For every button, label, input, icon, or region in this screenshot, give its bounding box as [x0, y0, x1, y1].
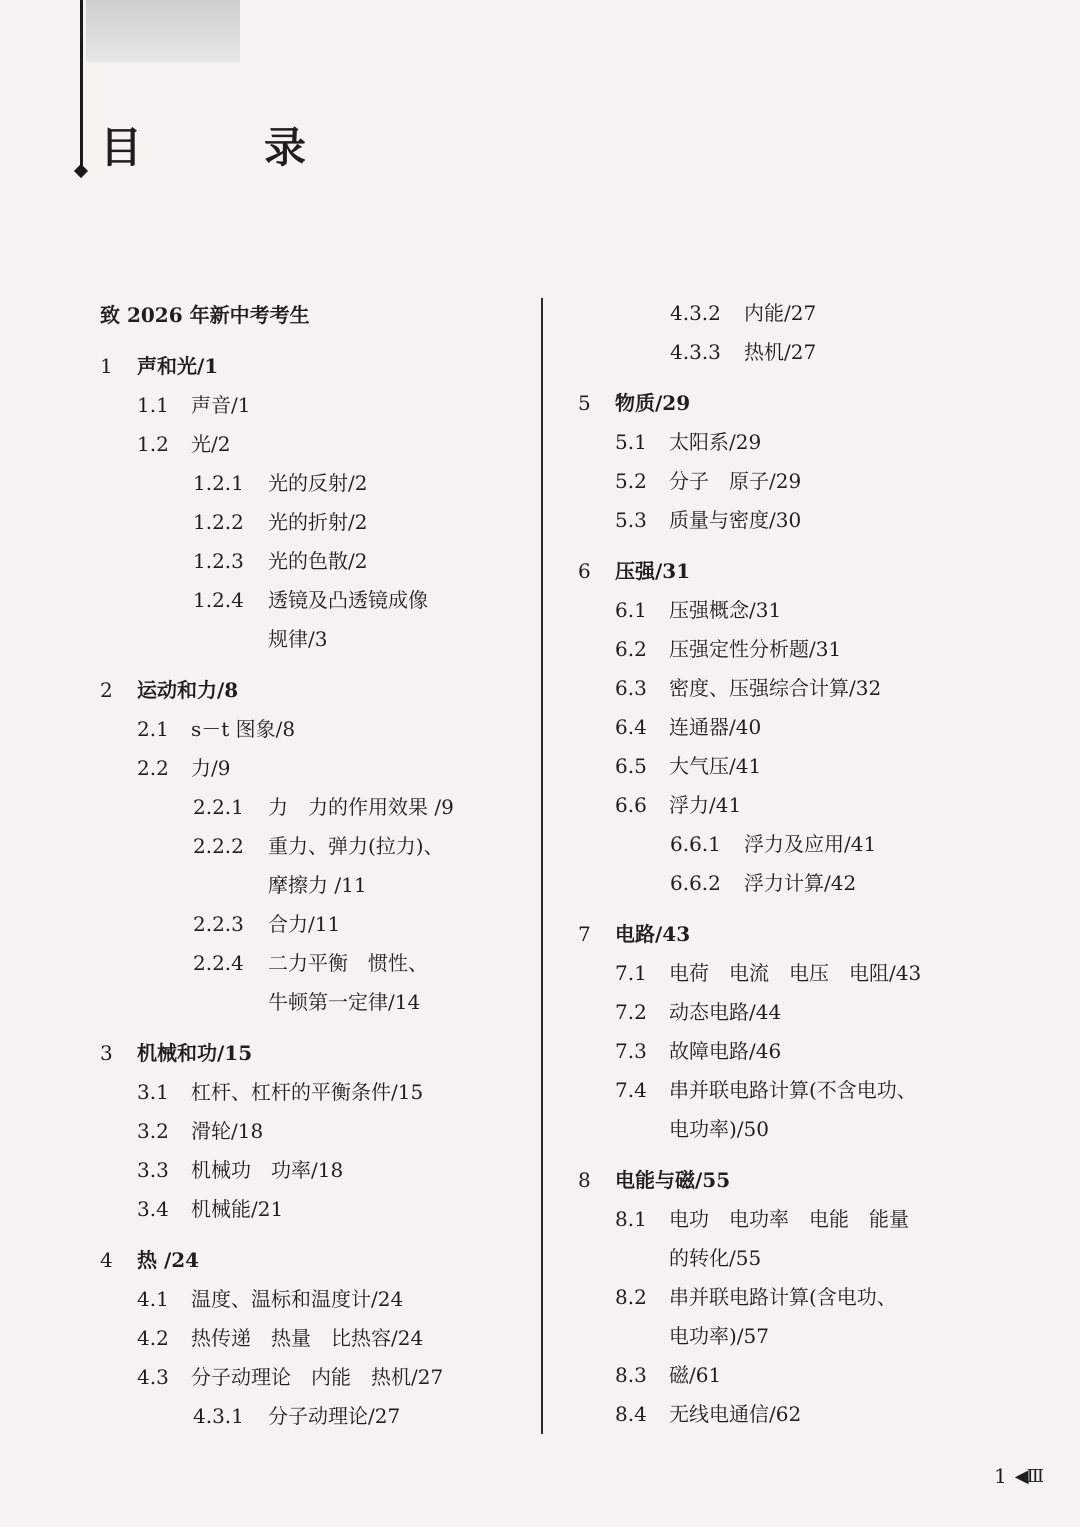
toc-entry: [100, 542, 530, 581]
toc-entry-number: 5.3: [615, 508, 647, 532]
toc-entry: [578, 864, 1048, 903]
toc-entry-text: 内能/27: [744, 301, 817, 325]
toc-entry-text: 故障电路/46: [669, 1039, 782, 1063]
toc-entry-text: 摩擦力 /11: [268, 873, 367, 897]
toc-entry-number: 1.2.3: [193, 549, 244, 573]
toc-entry: [578, 630, 1048, 669]
toc-entry: [578, 1110, 1048, 1149]
toc-entry-text: 热 /24: [137, 1248, 200, 1272]
toc-entry: [578, 954, 1048, 993]
toc-entry-text: 致 2026 年新中考考生: [100, 303, 310, 327]
toc-entry-text: 声音/1: [191, 393, 251, 417]
toc-entry-number: 8.3: [615, 1363, 647, 1387]
toc-entry: [100, 1190, 530, 1229]
toc-entry-text: 透镜及凸透镜成像: [268, 588, 428, 612]
toc-entry-number: 6.4: [615, 715, 647, 739]
toc-entry-text: 光/2: [191, 432, 231, 456]
toc-entry-text: 电路/43: [615, 922, 691, 946]
footer-arrow-icon: ◀Ⅲ: [1014, 1465, 1042, 1487]
toc-entry-text: 热传递 热量 比热容/24: [191, 1326, 424, 1350]
toc-entry-text: 电功 电功率 电能 能量: [669, 1207, 909, 1231]
toc-entry: [100, 347, 530, 386]
toc-entry: [100, 671, 530, 710]
toc-entry-text: 压强/31: [615, 559, 691, 583]
toc-entry: [100, 581, 530, 620]
toc-entry-text: 牛顿第一定律/14: [268, 990, 421, 1014]
toc-entry-text: 运动和力/8: [137, 678, 239, 702]
toc-entry-number: 4.3: [137, 1365, 169, 1389]
toc-entry-number: 7.3: [615, 1039, 647, 1063]
toc-entry: [100, 1034, 530, 1073]
toc-entry: [100, 905, 530, 944]
toc-entry-text: 分子动理论 内能 热机/27: [191, 1365, 444, 1389]
toc-entry-number: 3.2: [137, 1119, 169, 1143]
toc-entry: [578, 1200, 1048, 1239]
toc-entry: [100, 620, 530, 659]
toc-entry: [578, 462, 1048, 501]
toc-entry-text: 机械能/21: [191, 1197, 284, 1221]
toc-entry-text: 压强定性分析题/31: [669, 637, 842, 661]
toc-entry-text: 质量与密度/30: [669, 508, 802, 532]
toc-entry: [100, 425, 530, 464]
toc-entry-text: 浮力计算/42: [744, 871, 857, 895]
toc-entry-number: 6.6: [615, 793, 647, 817]
header-corner-block: [86, 0, 240, 62]
toc-entry-number: 5.1: [615, 430, 647, 454]
toc-entry: [100, 1073, 530, 1112]
toc-entry-text: 杠杆、杠杆的平衡条件/15: [191, 1080, 424, 1104]
toc-entry: [578, 501, 1048, 540]
toc-entry-number: 3.4: [137, 1197, 169, 1221]
toc-entry: [578, 384, 1048, 423]
toc-entry: [578, 1239, 1048, 1278]
toc-entry-number: 1.2.2: [193, 510, 244, 534]
toc-entry-text: 大气压/41: [669, 754, 762, 778]
toc-entry: [578, 294, 1048, 333]
toc-entry: [100, 827, 530, 866]
toc-entry: [578, 1317, 1048, 1356]
title-accent-bar: [80, 0, 83, 172]
toc-entry: [100, 710, 530, 749]
toc-entry-text: 电功率)/50: [669, 1117, 769, 1141]
toc-entry-text: 串并联电路计算(含电功、: [669, 1285, 897, 1309]
toc-entry: [578, 1071, 1048, 1110]
toc-entry-text: 合力/11: [268, 912, 341, 936]
toc-entry-number: 4.3.1: [193, 1404, 244, 1428]
toc-entry: [100, 464, 530, 503]
toc-entry-text: 热机/27: [744, 340, 817, 364]
toc-right-column: [578, 294, 1048, 1434]
toc-entry-text: 温度、温标和温度计/24: [191, 1287, 404, 1311]
page-number: 1: [994, 1464, 1007, 1488]
toc-entry-text: 串并联电路计算(不含电功、: [669, 1078, 917, 1102]
toc-entry: [100, 1319, 530, 1358]
toc-entry: [578, 1032, 1048, 1071]
toc-entry: [578, 1395, 1048, 1434]
toc-entry-number: 3.3: [137, 1158, 169, 1182]
toc-entry-text: 电能与磁/55: [615, 1168, 731, 1192]
toc-entry-text: 机械功 功率/18: [191, 1158, 344, 1182]
toc-left-column: [100, 296, 530, 1436]
toc-entry: [100, 749, 530, 788]
toc-entry: [578, 552, 1048, 591]
toc-entry-text: 分子动理论/27: [268, 1404, 401, 1428]
toc-entry: [100, 983, 530, 1022]
toc-entry: [100, 1112, 530, 1151]
toc-entry-number: 5.2: [615, 469, 647, 493]
toc-entry: [100, 944, 530, 983]
toc-entry-text: 力/9: [191, 756, 231, 780]
toc-entry-number: 2.2.2: [193, 834, 244, 858]
toc-entry: [100, 866, 530, 905]
toc-entry-text: 光的反射/2: [268, 471, 368, 495]
toc-entry: [100, 788, 530, 827]
toc-entry-number: 4: [100, 1248, 113, 1272]
toc-entry-number: 2: [100, 678, 113, 702]
toc-entry: [578, 1356, 1048, 1395]
toc-entry-number: 1.2.1: [193, 471, 244, 495]
toc-entry-text: 连通器/40: [669, 715, 762, 739]
toc-entry-text: 压强概念/31: [669, 598, 782, 622]
toc-entry-text: 动态电路/44: [669, 1000, 782, 1024]
toc-entry: [578, 825, 1048, 864]
toc-entry: [100, 1358, 530, 1397]
toc-entry-number: 2.1: [137, 717, 169, 741]
toc-entry-number: 6.3: [615, 676, 647, 700]
toc-entry-number: 1: [100, 354, 113, 378]
toc-entry-text: 无线电通信/62: [669, 1402, 802, 1426]
toc-entry-text: 分子 原子/29: [669, 469, 802, 493]
toc-entry-number: 1.2: [137, 432, 169, 456]
column-divider: [541, 298, 543, 1434]
toc-entry-text: 物质/29: [615, 391, 691, 415]
toc-entry-text: 电功率)/57: [669, 1324, 769, 1348]
toc-entry: [578, 1161, 1048, 1200]
toc-entry-text: 力 力的作用效果 /9: [268, 795, 454, 819]
toc-entry: [578, 423, 1048, 462]
toc-entry-text: 光的折射/2: [268, 510, 368, 534]
toc-entry-number: 5: [578, 391, 591, 415]
toc-entry-number: 7.4: [615, 1078, 647, 1102]
toc-entry-number: 4.1: [137, 1287, 169, 1311]
toc-entry: [578, 708, 1048, 747]
toc-entry-number: 7: [578, 922, 591, 946]
toc-entry: [578, 786, 1048, 825]
toc-entry-text: 机械和功/15: [137, 1041, 253, 1065]
toc-entry-number: 6.2: [615, 637, 647, 661]
toc-entry-text: 光的色散/2: [268, 549, 368, 573]
toc-entry-number: 1.1: [137, 393, 169, 417]
toc-entry-text: 的转化/55: [669, 1246, 762, 1270]
toc-entry: [578, 591, 1048, 630]
toc-entry-number: 6.1: [615, 598, 647, 622]
toc-entry-number: 6.5: [615, 754, 647, 778]
toc-entry-number: 2.2: [137, 756, 169, 780]
title-diamond-icon: [74, 164, 88, 178]
toc-entry: [578, 747, 1048, 786]
toc-entry-text: 密度、压强综合计算/32: [669, 676, 882, 700]
toc-entry-number: 6.6.2: [670, 871, 721, 895]
toc-entry-text: 浮力/41: [669, 793, 742, 817]
toc-entry: [100, 1397, 530, 1436]
toc-entry-number: 4.3.2: [670, 301, 721, 325]
toc-entry: [100, 503, 530, 542]
toc-entry: [578, 993, 1048, 1032]
toc-entry: [100, 296, 530, 335]
page-title: 目 录: [100, 123, 347, 172]
toc-entry-number: 8.4: [615, 1402, 647, 1426]
toc-entry-text: 磁/61: [669, 1363, 722, 1387]
toc-entry-number: 3.1: [137, 1080, 169, 1104]
toc-entry: [100, 1241, 530, 1280]
toc-entry-text: 电荷 电流 电压 电阻/43: [669, 961, 922, 985]
toc-entry-number: 8.2: [615, 1285, 647, 1309]
toc-entry-text: 浮力及应用/41: [744, 832, 877, 856]
toc-entry: [578, 333, 1048, 372]
toc-entry-number: 4.2: [137, 1326, 169, 1350]
toc-entry: [578, 915, 1048, 954]
toc-entry-number: 2.2.3: [193, 912, 244, 936]
toc-entry-number: 2.2.1: [193, 795, 244, 819]
toc-entry-number: 7.2: [615, 1000, 647, 1024]
toc-entry-number: 7.1: [615, 961, 647, 985]
toc-entry-text: 太阳系/29: [669, 430, 762, 454]
toc-entry-text: 二力平衡 惯性、: [268, 951, 428, 975]
toc-entry-number: 3: [100, 1041, 113, 1065]
toc-entry-number: 2.2.4: [193, 951, 244, 975]
toc-entry: [100, 1151, 530, 1190]
toc-entry-text: 滑轮/18: [191, 1119, 264, 1143]
toc-entry: [578, 669, 1048, 708]
toc-entry-text: 规律/3: [268, 627, 328, 651]
page-footer: [994, 1464, 1042, 1488]
toc-entry-text: 声和光/1: [137, 354, 219, 378]
toc-entry: [100, 1280, 530, 1319]
toc-entry: [578, 1278, 1048, 1317]
toc-entry-number: 6.6.1: [670, 832, 721, 856]
toc-entry-number: 8.1: [615, 1207, 647, 1231]
toc-entry-text: s－t 图象/8: [191, 717, 296, 741]
toc-entry-number: 8: [578, 1168, 591, 1192]
toc-entry-number: 4.3.3: [670, 340, 721, 364]
toc-entry-number: 1.2.4: [193, 588, 244, 612]
toc-entry: [100, 386, 530, 425]
toc-entry-text: 重力、弹力(拉力)、: [268, 834, 444, 858]
toc-entry-number: 6: [578, 559, 591, 583]
